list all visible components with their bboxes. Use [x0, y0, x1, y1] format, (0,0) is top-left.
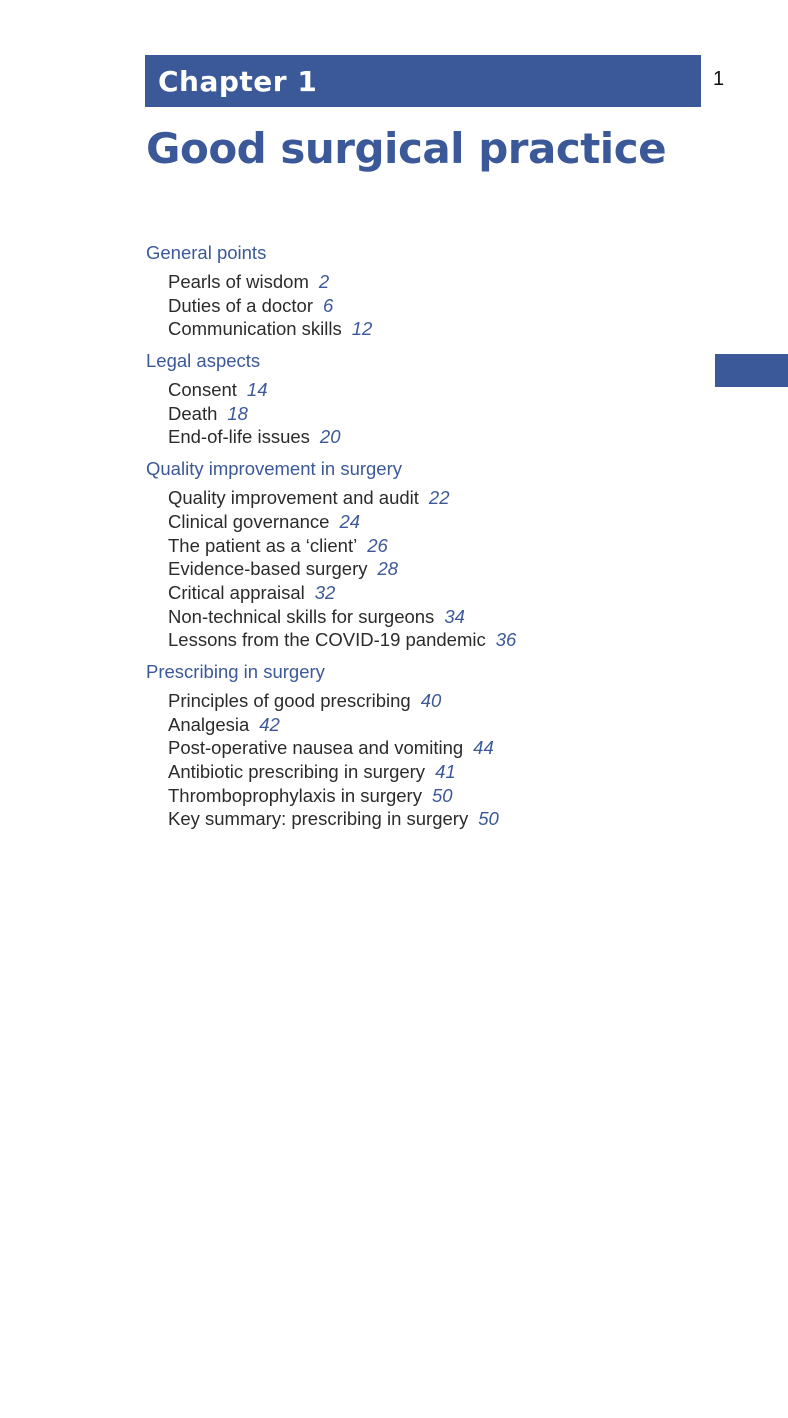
toc-item-page: 22: [428, 487, 450, 509]
chapter-label: Chapter 1: [158, 64, 318, 98]
toc-item-label: Consent: [168, 379, 237, 401]
toc-item[interactable]: [168, 581, 706, 605]
toc-section-heading: Legal aspects: [146, 350, 261, 372]
toc-item-label: Clinical governance: [168, 510, 330, 532]
toc-item-page: 28: [377, 558, 399, 580]
page-number: 1: [713, 68, 725, 90]
toc-item[interactable]: [168, 689, 706, 713]
toc-section-prescribing: [146, 660, 706, 831]
toc-item-page: 34: [444, 605, 465, 627]
toc-item[interactable]: [168, 605, 706, 629]
toc-item-page: 12: [351, 318, 373, 340]
toc-item-label: Analgesia: [168, 713, 250, 735]
toc-section-heading: Prescribing in surgery: [146, 660, 325, 682]
toc-item-page: 41: [435, 761, 456, 782]
toc-item[interactable]: [168, 294, 706, 318]
toc-item-label: Post-operative nausea and vomiting: [168, 737, 464, 759]
toc-item[interactable]: [168, 784, 706, 808]
table-of-contents: [146, 241, 706, 839]
toc-item-page: 50: [431, 784, 453, 806]
toc-item-label: End-of-life issues: [168, 426, 310, 448]
toc-section-heading: General points: [146, 242, 267, 263]
toc-item-page: 44: [473, 737, 494, 759]
toc-item[interactable]: [168, 736, 706, 760]
toc-item-list: [146, 481, 706, 652]
toc-item-label: Critical appraisal: [168, 581, 305, 603]
toc-item-page: 14: [246, 379, 268, 401]
toc-item[interactable]: [168, 534, 706, 558]
toc-item-label: Non-technical skills for surgeons: [168, 605, 435, 627]
toc-item-page: 24: [339, 510, 361, 532]
toc-item-page: 40: [420, 689, 442, 711]
toc-item-label: The patient as a ‘client’: [168, 534, 358, 556]
toc-item-label: Communication skills: [168, 318, 342, 340]
toc-item-label: Thromboprophylaxis in surgery: [168, 784, 422, 806]
toc-item-label: Lessons from the COVID-19 pandemic: [168, 629, 486, 651]
toc-item[interactable]: [168, 510, 706, 534]
toc-item[interactable]: [168, 807, 706, 831]
toc-item-list: [146, 265, 706, 341]
toc-item[interactable]: [168, 270, 706, 294]
toc-item-label: Quality improvement and audit: [168, 487, 419, 509]
toc-item-list: [146, 684, 706, 831]
toc-item[interactable]: [168, 378, 706, 402]
chapter-banner: [145, 55, 701, 107]
toc-item[interactable]: [168, 402, 706, 426]
toc-item[interactable]: [168, 317, 706, 341]
toc-item-list: [146, 373, 706, 449]
chapter-thumb-tab: [715, 354, 788, 387]
toc-item-page: 50: [478, 808, 499, 830]
toc-item[interactable]: [168, 425, 706, 449]
toc-item[interactable]: [168, 713, 706, 737]
toc-item-label: Death: [168, 402, 218, 424]
toc-item-page: 32: [314, 581, 336, 603]
toc-item[interactable]: [168, 628, 706, 652]
toc-item-page: 42: [259, 713, 280, 735]
toc-item-page: 26: [367, 534, 388, 556]
toc-item[interactable]: [168, 760, 706, 784]
toc-section-general-points: [146, 241, 706, 341]
toc-item-label: Key summary: prescribing in surgery: [168, 808, 469, 830]
toc-item-label: Pearls of wisdom: [168, 271, 309, 292]
toc-item-label: Evidence-based surgery: [168, 558, 368, 580]
toc-item-page: 36: [495, 629, 517, 651]
toc-item-label: Duties of a doctor: [168, 294, 313, 316]
toc-item[interactable]: [168, 486, 706, 510]
toc-item[interactable]: [168, 557, 706, 581]
toc-item-page: 6: [323, 294, 334, 316]
toc-item-page: 20: [319, 426, 341, 448]
toc-item-page: 18: [227, 402, 248, 424]
toc-item-page: 2: [318, 271, 330, 292]
toc-section-heading: Quality improvement in surgery: [146, 458, 403, 480]
chapter-title: Good surgical practice: [146, 124, 667, 173]
toc-section-quality-improvement: [146, 457, 706, 652]
toc-section-legal-aspects: [146, 349, 706, 449]
toc-item-label: Antibiotic prescribing in surgery: [168, 761, 426, 782]
toc-item-label: Principles of good prescribing: [168, 689, 411, 711]
